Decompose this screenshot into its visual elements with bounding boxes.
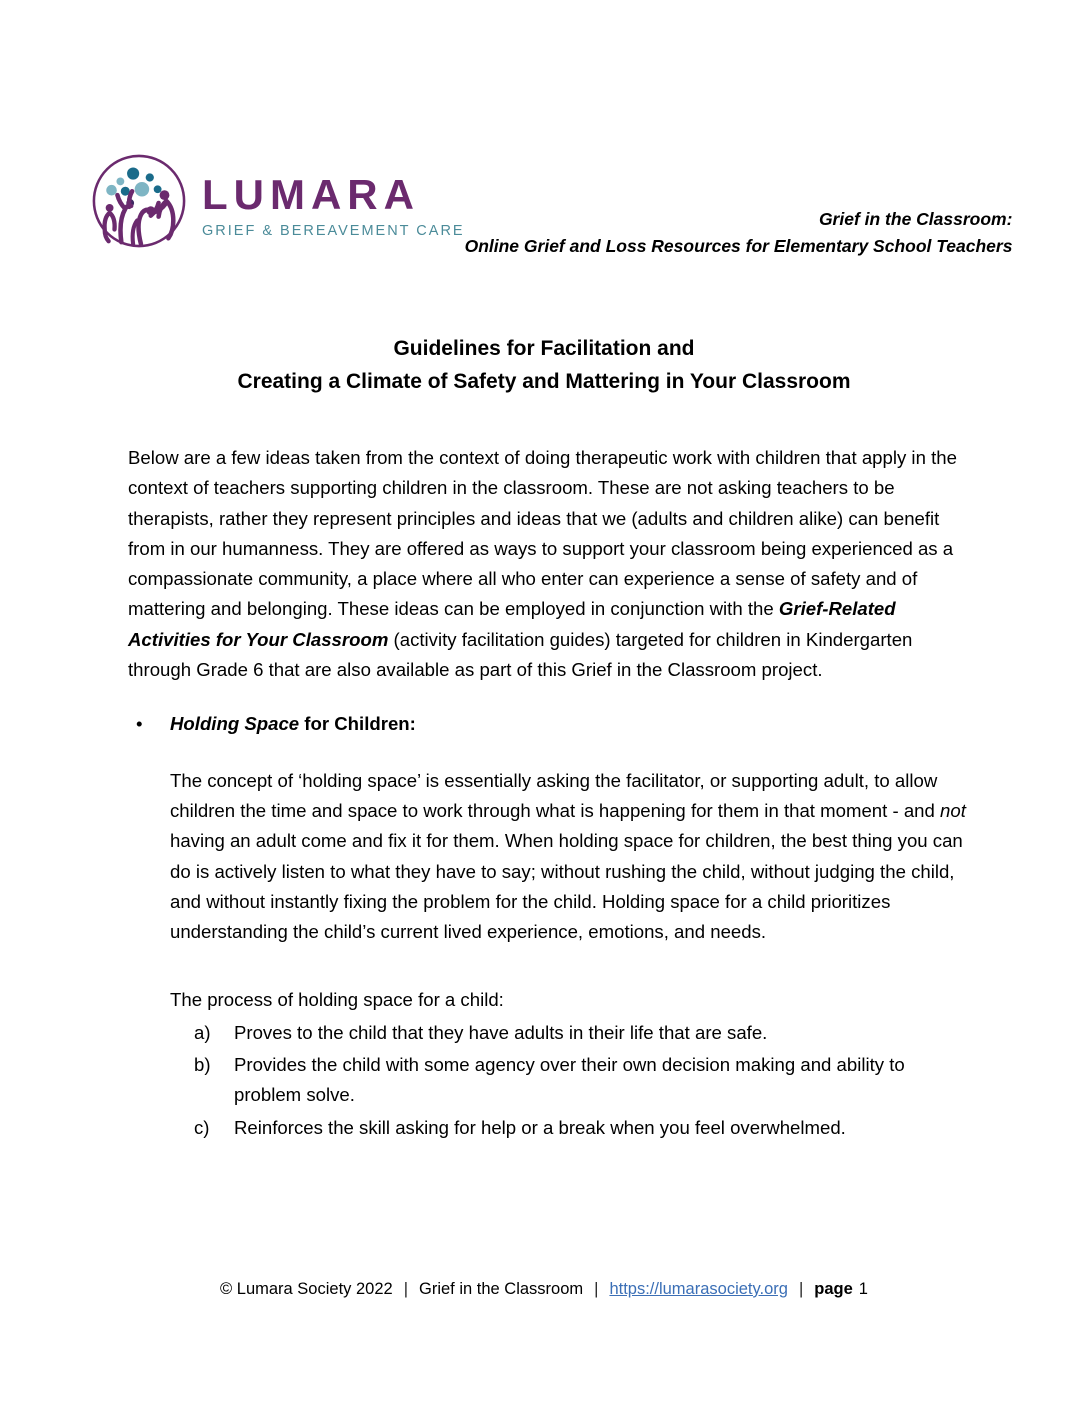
- lumara-circle-emblem-icon: [90, 152, 188, 250]
- footer-project: Grief in the Classroom: [419, 1280, 584, 1298]
- lumara-logo: [90, 152, 465, 250]
- intro-part-1: Below are a few ideas taken from the context of doing therapeutic work with children that apply in the context of teachers supporting children in the classroom. These are not asking teachers to be therapists, rather they represent principles and ideas that we (adults and children alike) can benefit from in our humanness. They are offered as ways to support your classroom being experienced as a compassionate community, a place where all who enter can experience a sense of safety and of mattering and belonging. These ideas can be employed in conjunction with the: [128, 447, 957, 620]
- intro-emphasis: Grief-Related Activities for Your Classroom: [128, 598, 896, 650]
- holding-space-section: [170, 766, 970, 1143]
- footer-page-number: 1: [858, 1280, 868, 1298]
- footer-separator: |: [403, 1280, 408, 1298]
- page-footer: [0, 1278, 1088, 1301]
- list-item-marker: c): [194, 1116, 210, 1138]
- header-line-1: Grief in the Classroom:: [818, 209, 1013, 229]
- list-item: [170, 1050, 970, 1111]
- bullet-rest: for Children:: [299, 713, 416, 735]
- footer-page-label: page: [814, 1280, 853, 1298]
- document-body: [128, 443, 970, 1143]
- list-item: [170, 1113, 970, 1143]
- page-title-line-2: Creating a Climate of Safety and Mattering in Your Classroom: [237, 369, 851, 393]
- bullet-label: [170, 709, 416, 739]
- wordmark-title: LUMARA: [202, 170, 420, 218]
- page-title: [128, 333, 960, 398]
- bullet-emphasis: Holding Space: [170, 713, 300, 735]
- holding-space-italic: not: [940, 799, 966, 821]
- holding-space-part-2: having an adult come and fix it for them. When holding space for children, the best thing you can do is actively listen to what they have to say; without rushing the child, without judging the child, and without instantly fixing the problem for the child. Holding space for a child prioritizes understanding the child’s current lived experience, emotions, and needs.: [170, 830, 963, 943]
- footer-separator: |: [594, 1280, 599, 1298]
- bullet-marker-icon: •: [136, 713, 143, 735]
- footer-copyright: © Lumara Society 2022: [220, 1280, 393, 1298]
- list-item-text: Provides the child with some agency over their own decision making and ability to problem solve.: [234, 1054, 905, 1106]
- process-lead-in: The process of holding space for a child:: [170, 989, 504, 1011]
- list-item-marker: a): [194, 1021, 211, 1043]
- process-list: [170, 1018, 970, 1143]
- page-header: [90, 150, 1013, 265]
- list-item-text: Proves to the child that they have adults in their life that are safe.: [234, 1021, 768, 1043]
- page-title-line-1: Guidelines for Facilitation and: [393, 337, 695, 360]
- wordmark-tagline: GRIEF & BEREAVEMENT CARE: [202, 222, 465, 239]
- lumara-wordmark: [202, 170, 465, 239]
- intro-part-2: (activity facilitation guides) targeted for children in Kindergarten through Grade 6 that are also available as part of this Grief in the Classroom project.: [128, 628, 913, 681]
- header-line-2: Online Grief and Loss Resources for Elementary School Teachers: [464, 236, 1013, 257]
- holding-space-part-1: The concept of ‘holding space’ is essentially asking the facilitator, or supporting adult, to allow children the time and space to work through what is happening for them in that moment - and: [170, 769, 941, 821]
- header-title-block: [465, 150, 1013, 260]
- list-item-marker: b): [194, 1054, 211, 1076]
- holding-space-paragraph: [170, 766, 970, 948]
- footer-separator: |: [798, 1280, 804, 1298]
- list-item: [170, 1018, 970, 1048]
- footer-website-link[interactable]: https://lumarasociety.org: [609, 1280, 788, 1298]
- intro-paragraph: [128, 443, 970, 685]
- list-item-text: Reinforces the skill asking for help or a break when you feel overwhelmed.: [234, 1116, 846, 1138]
- bullet-holding-space: [128, 709, 970, 739]
